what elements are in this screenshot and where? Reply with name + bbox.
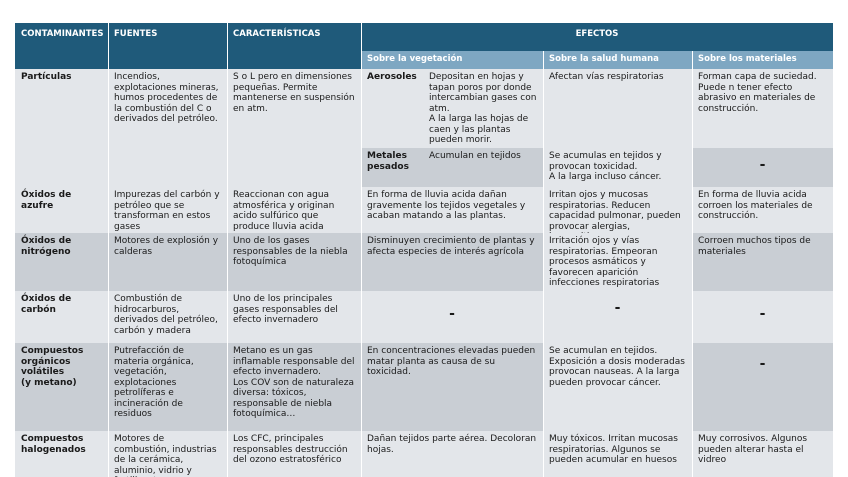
header-caracteristicas: CARACTERÍSTICAS: [227, 23, 361, 69]
row-azufre-caracteristicas: Reaccionan con agua atmosférica y originan acido sulfúrico que produce lluvia acida: [227, 187, 361, 233]
row-halogenados-contaminante: Compuestos halogenados: [15, 431, 108, 477]
row-cov-caracteristicas: Metano es un gas inflamable responsable del efecto invernadero. Los COV son de naturaleza diversa: tóxicos, responsable de niebla fotoquímica…: [227, 343, 361, 431]
column-divider: [227, 23, 228, 477]
row-nitrogeno-contaminante: Óxidos de nitrógeno: [15, 233, 108, 291]
row-particulas-aerosoles-vegetacion: Depositan en hojas y tapan poros por donde intercambian gases con atm. A la larga las hojas de caen y las plantas pueden morir.: [423, 69, 543, 148]
row-halogenados-fuentes: Motores de combustión, industrias de la cerámica, aluminio, vidrio y: [108, 431, 227, 477]
row-nitrogeno-materiales: Corroen muchos tipos de materiales: [692, 233, 833, 291]
row-carbon-caracteristicas: Uno de los principales gases responsables del efecto invernadero: [227, 291, 361, 343]
row-halogenados-materiales: Muy corrosivos. Algunos pueden alterar hasta el vidreo: [692, 431, 833, 477]
row-nitrogeno-vegetacion: Disminuyen crecimiento de plantas y afecta especies de interés agrícola: [361, 233, 543, 291]
subheader-salud: Sobre la salud humana: [543, 51, 692, 69]
row-carbon-vegetacion: -: [361, 291, 543, 343]
row-halogenados-salud: Muy tóxicos. Irritan mucosas respiratorias. Algunos se pueden acumular en huesos: [543, 431, 692, 477]
row-nitrogeno-caracteristicas: Uno de los gases responsables de la niebla fotoquímica: [227, 233, 361, 291]
row-azufre-contaminante: Óxidos de azufre: [15, 187, 108, 233]
row-azufre-fuentes: Impurezas del carbón y petróleo que se transforman en estos gases: [108, 187, 227, 233]
header-fuentes: FUENTES: [108, 23, 227, 69]
row-particulas-aerosoles-salud: Afectan vías respiratorias: [543, 69, 692, 148]
column-divider: [108, 23, 109, 477]
row-particulas-tipo-aerosoles: Aerosoles: [361, 69, 423, 148]
row-carbon-fuentes: Combustión de hidrocarburos, derivados del petróleo, carbón y madera: [108, 291, 227, 343]
row-particulas-metales-salud: Se acumulas en tejidos y provocan toxicidad. A la larga incluso cáncer.: [543, 148, 692, 187]
row-cov-contaminante: Compuestos orgánicos volátiles (y metano): [15, 343, 108, 431]
row-particulas-fuentes: Incendios, explotaciones mineras, humos procedentes de la combustión del C o derivados del petróleo.: [108, 69, 227, 187]
column-divider: [692, 51, 693, 477]
row-halogenados-caracteristicas: Los CFC, principales responsables destrucción del ozono estratosférico: [227, 431, 361, 477]
row-halogenados-vegetacion: Dañan tejidos parte aérea. Decoloran hojas.: [361, 431, 543, 477]
row-cov-salud: Se acumulan en tejidos. Exposición a dosis moderadas provocan nauseas. A la larga pueden provocar cáncer.: [543, 343, 692, 431]
row-carbon-materiales: -: [692, 291, 833, 343]
row-cov-fuentes: Putrefacción de materia orgánica, vegetación, explotaciones petrolíferas e incineración de residuos: [108, 343, 227, 431]
row-particulas-tipo-metales: Metales pesados: [361, 148, 423, 187]
header-contaminantes: CONTAMINANTES: [15, 23, 108, 69]
row-azufre-materiales: En forma de lluvia acida corroen los materiales de construcción.: [692, 187, 833, 233]
row-azufre-vegetacion: En forma de lluvia acida dañan gravemente los tejidos vegetales y acaban matando a las plantas.: [361, 187, 543, 233]
row-particulas-aerosoles-materiales: Forman capa de suciedad. Puede n tener efecto abrasivo en materiales de construcción.: [692, 69, 833, 148]
row-particulas-metales-materiales: -: [692, 148, 833, 187]
column-divider: [361, 23, 362, 477]
header-efectos: EFECTOS: [361, 23, 833, 51]
subheader-materiales: Sobre los materiales: [692, 51, 833, 69]
row-cov-materiales: -: [692, 343, 833, 431]
row-particulas-caracteristicas: S o L pero en dimensiones pequeñas. Permite mantenerse en suspensión en atm.: [227, 69, 361, 187]
column-divider: [543, 51, 544, 477]
row-cov-vegetacion: En concentraciones elevadas pueden matar planta as causa de su toxicidad.: [361, 343, 543, 431]
row-carbon-contaminante: Óxidos de carbón: [15, 291, 108, 343]
row-azufre-salud: Irritan ojos y mucosas respiratorias. Reducen capacidad pulmonar, pueden provocar alergias,: [543, 187, 692, 233]
row-particulas-contaminante: Partículas: [15, 69, 108, 187]
row-nitrogeno-fuentes: Motores de explosión y calderas: [108, 233, 227, 291]
row-nitrogeno-salud: Irritación ojos y vías respiratorias. Empeoran procesos asmáticos y favorecen aparición infecciones respiratorias: [543, 233, 692, 291]
subheader-vegetacion: Sobre la vegetación: [361, 51, 543, 69]
row-carbon-salud: -: [543, 291, 692, 343]
row-particulas-metales-vegetacion: Acumulan en tejidos: [423, 148, 543, 187]
